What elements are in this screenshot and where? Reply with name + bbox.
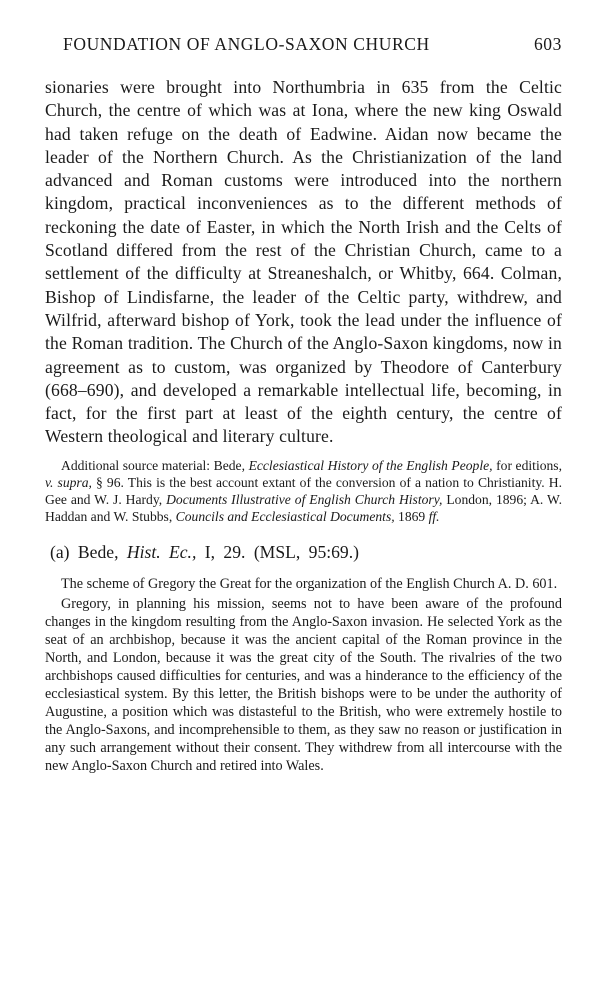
source-ff: ff. [428, 508, 440, 524]
page-number: 603 [533, 34, 562, 54]
source-title-haddan-stubbs: Councils and Ecclesiastical Documents, [175, 508, 395, 524]
citation-ref: I, 29. [196, 541, 246, 562]
main-paragraph: sionaries were brought into Northumbria in 635 from the Celtic Church, the centre of which was at Iona, where the new king Oswald had taken refuge on the death of Eadwine. Aidan now became the leader of the Northern Church. As the Christianization of the land advanced and Roman customs were introduced into the northern kingdom, practical inconveniences as to the different methods of reckoning the date of Easter, in which the North Irish and the Celts of Scotland differed from the rest of the Christian Church, came to a settlement of the difficulty at Streaneshalch, or Whitby, 664. Colman, Bishop of Lindisfarne, the leader of the Celtic party, withdrew, and Wilfrid, afterward bishop of York, took the lead under the influence of the Roman tradition. The Church of the Anglo-Saxon kingdoms, now in agreement as to custom, was organized by Theodore of Canterbury (668–690), and developed a remarkable intellectual life, becoming, in fact, for the first part at least of the eighth century, the centre of Western theological and literary culture. [45, 77, 562, 447]
citation-work: Hist. Ec., [126, 541, 197, 562]
section-citation [45, 541, 562, 563]
source-title-bede: Ecclesiastical History of the English People, [248, 457, 493, 473]
source-title-gee-hardy: Documents Illustrative of English Church History, [166, 491, 443, 507]
source-ref: v. supra, [45, 474, 92, 490]
running-header [45, 34, 562, 62]
citation-label: (a) Bede, [50, 541, 127, 562]
document-title: The scheme of Gregory the Great for the organization of the English Church A. D. 601. [61, 575, 558, 592]
source-text: § 96. This is the best account extant of the conversion of a nation to Christianity. H. Gee and W. J. Hardy, [45, 474, 562, 507]
source-text: Additional source material: Bede, [61, 457, 249, 473]
citation-msl: (MSL, 95:69.) [253, 541, 359, 562]
source-material-note [45, 457, 562, 525]
book-page [45, 34, 562, 775]
source-text: 1869 [394, 508, 429, 524]
running-title: FOUNDATION OF ANGLO-SAXON CHURCH [63, 34, 430, 54]
source-text: for editions, [492, 457, 562, 473]
source-text: London, 1896; A. W. Haddan and W. Stubbs, [45, 491, 562, 524]
commentary-paragraph: Gregory, in planning his mission, seems not to have been aware of the profound changes in the kingdom resulting from the Anglo-Saxon invasion. He selected York as the seat of an archbishop, because it was the ancient capital of the Roman province in the North, and London, because it was the great city of the South. The rivalries of the two archbishops caused difficulties for centuries, and was a hinderance to the efficiency of the ecclesiastical system. By this letter, the British bishops were to be under the authority of Augustine, a position which was distasteful to the British, who were extremely hostile to the Anglo-Saxons, and incomprehensible to them, as they saw no reason or justification in any such arrangement without their consent. They withdrew from all intercourse with the new Anglo-Saxon Church and retired into Wales. [45, 595, 562, 774]
main-text [45, 76, 562, 449]
